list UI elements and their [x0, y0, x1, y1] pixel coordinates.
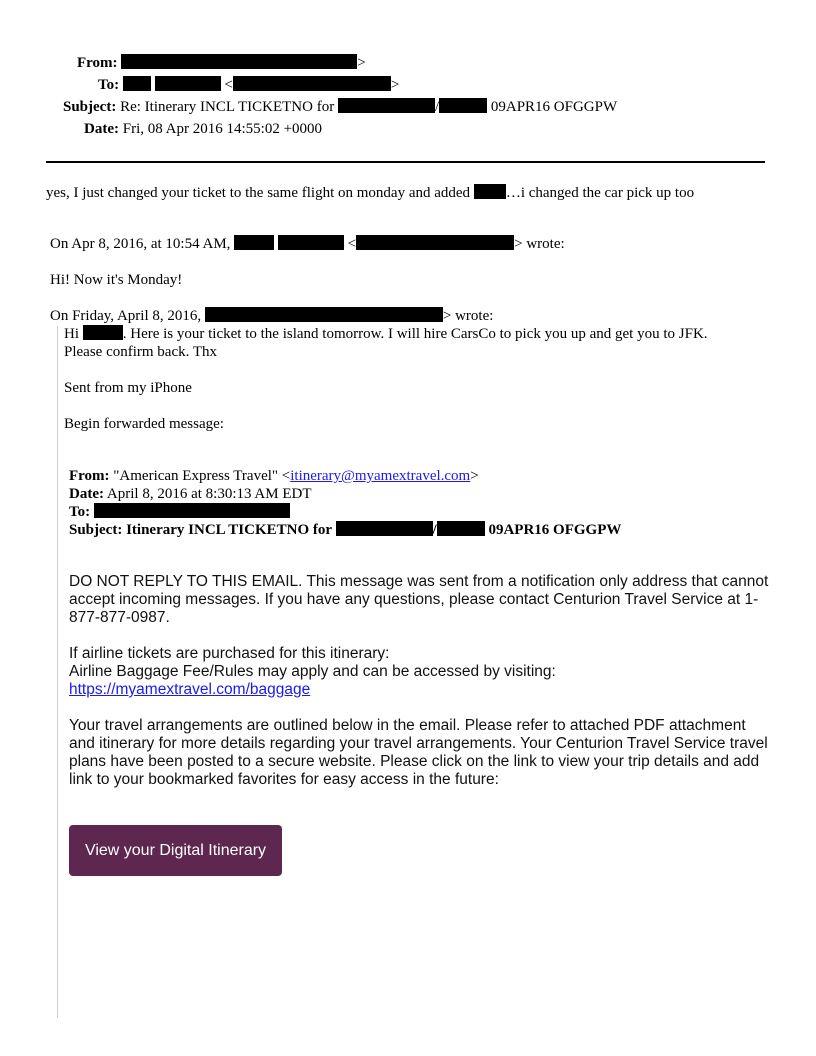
quote-bar	[57, 326, 58, 1018]
redacted-to-1	[123, 76, 151, 91]
subject-row	[63, 97, 617, 117]
redacted-subject-2	[439, 98, 487, 113]
baggage-line-2: Airline Baggage Fee/Rules may apply and can be accessed by visiting:	[69, 663, 556, 680]
redacted-fwd-subject-1	[336, 521, 433, 536]
notice-paragraph-3: Your travel arrangements are outlined below in the email. Please refer to attached PDF attachment and itinerary for more details regarding your travel arrangements. Your Centurion Travel Service travel plans have been posted to a secure website. Please click on the link to view your trip details and add link to your bookmarked favorites for easy access in the future:	[69, 717, 768, 788]
from-gt: >	[357, 55, 366, 71]
fwd-from-row	[69, 467, 479, 485]
to-lt: <	[224, 77, 233, 93]
date-label: Date:	[84, 121, 119, 137]
redacted-quote1-1	[234, 235, 274, 250]
fwd-from-email[interactable]: itinerary@myamextravel.com	[290, 468, 471, 484]
redacted-fwd-subject-2	[437, 521, 485, 536]
fwd-subject-text: Itinerary INCL TICKETNO for	[126, 522, 332, 538]
quote2-pre: On Friday, April 8, 2016,	[50, 308, 202, 324]
date-row	[84, 119, 322, 139]
quote2-post: > wrote:	[442, 308, 494, 324]
quote1-attribution	[50, 235, 565, 253]
redacted-from	[121, 54, 357, 69]
hi-text: Hi	[64, 326, 79, 342]
quote1-lt: <	[347, 236, 357, 252]
redacted-fwd-to	[94, 503, 290, 518]
quote1-post: > wrote:	[514, 236, 565, 252]
fwd-to-row	[69, 503, 290, 521]
to-row	[98, 75, 399, 95]
fwd-date-row	[69, 485, 312, 503]
to-label: To:	[98, 77, 120, 93]
sent-from: Sent from my iPhone	[64, 380, 192, 396]
monday-line: Hi! Now it's Monday!	[50, 272, 183, 288]
ticket-text: . Here is your ticket to the island tomorrow. I will hire CarsCo to pick you up and get you to JFK.	[122, 326, 708, 342]
begin-forwarded: Begin forwarded message:	[64, 416, 224, 432]
redacted-quote1-email	[356, 235, 514, 250]
quote1-pre: On Apr 8, 2016, at 10:54 AM,	[50, 236, 231, 252]
reply-post: …i changed the car pick up too	[505, 185, 695, 201]
from-label: From:	[77, 55, 118, 71]
subject-tail: 09APR16 OFGGPW	[490, 99, 618, 115]
view-itinerary-button[interactable]: View your Digital Itinerary	[69, 825, 282, 876]
notice-paragraph-2	[69, 645, 769, 699]
redacted-subject-1	[338, 98, 435, 113]
notice-paragraph-1: DO NOT REPLY TO THIS EMAIL. This message was sent from a notification only address that cannot accept incoming messages. If you have any questions, please contact Centurion Travel Service at 1-877-877-0987.	[69, 573, 769, 626]
reply-line	[46, 184, 694, 202]
header-divider	[46, 161, 765, 163]
ticket-line	[64, 325, 708, 343]
from-row	[77, 53, 366, 73]
confirm-line: Please confirm back. Thx	[64, 344, 218, 360]
redacted-quote2	[205, 307, 443, 322]
date-text: Fri, 08 Apr 2016 14:55:02 +0000	[122, 121, 323, 137]
fwd-from-label: From:	[69, 468, 110, 484]
fwd-subject-label: Subject:	[69, 522, 123, 538]
baggage-line-1: If airline tickets are purchased for this itinerary:	[69, 645, 390, 662]
redacted-to-2	[155, 76, 221, 91]
reply-pre: yes, I just changed your ticket to the same flight on monday and added	[46, 185, 471, 201]
subject-slash: /	[434, 99, 440, 115]
redacted-reply	[474, 184, 506, 199]
fwd-subject-row	[69, 521, 621, 539]
baggage-link[interactable]: https://myamextravel.com/baggage	[69, 681, 311, 698]
to-gt: >	[390, 77, 400, 93]
fwd-date-text: April 8, 2016 at 8:30:13 AM EDT	[106, 486, 312, 502]
fwd-date-label: Date:	[69, 486, 104, 502]
subject-text: Re: Itinerary INCL TICKETNO for	[120, 99, 335, 115]
redacted-to-email	[233, 76, 391, 91]
redacted-quote1-2	[278, 235, 344, 250]
quote2-attribution	[50, 307, 493, 325]
redacted-name	[83, 325, 123, 340]
fwd-subject-slash: /	[432, 522, 437, 538]
fwd-from-close: >	[470, 468, 479, 484]
fwd-from-name: "American Express Travel" <	[113, 468, 291, 484]
fwd-to-label: To:	[69, 504, 91, 520]
fwd-subject-tail: 09APR16 OFGGPW	[488, 522, 622, 538]
subject-label: Subject:	[63, 99, 117, 115]
